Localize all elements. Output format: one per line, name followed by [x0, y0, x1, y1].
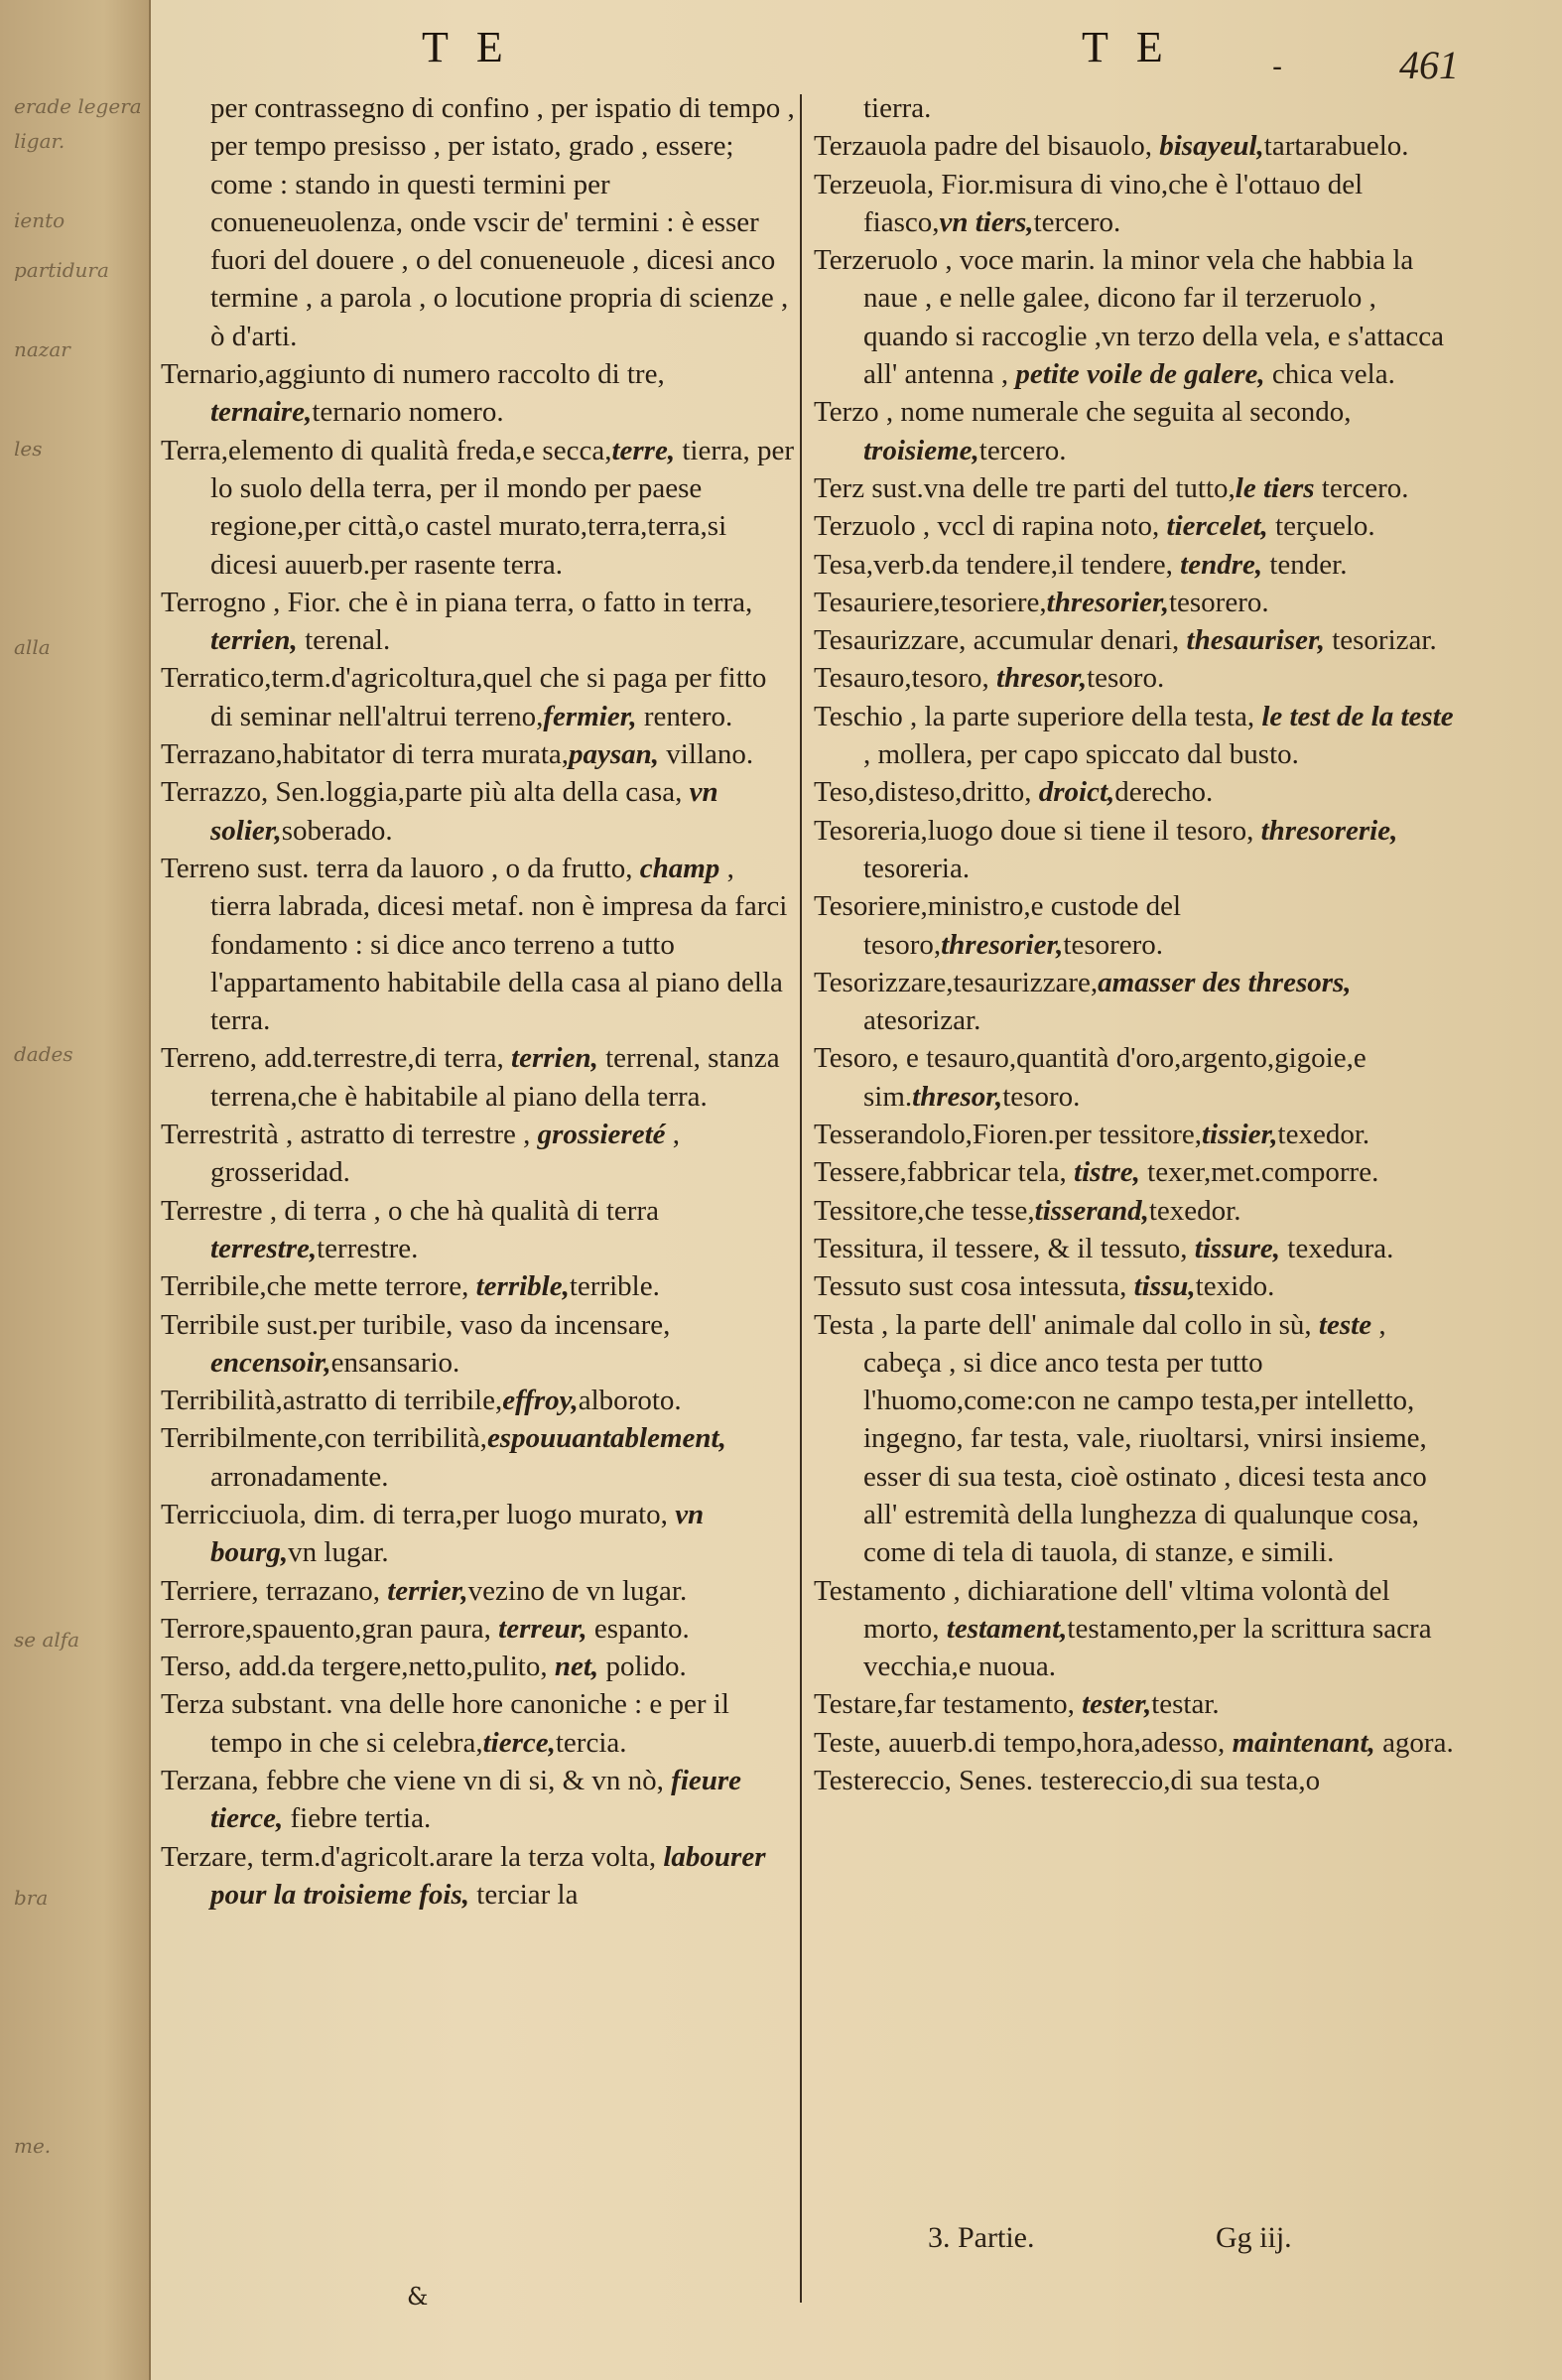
dictionary-entry	[161, 1838, 796, 1915]
dictionary-entry	[814, 507, 1464, 545]
entry-headword-text: Terrazzo, Sen.loggia,parte più alta della casa,	[161, 776, 690, 809]
entry-headword-text: Tesoro, e tesauro,quantità d'oro,argento,gigoie,e sim.	[814, 1042, 1367, 1113]
entry-text: terrenal, stanza terrena,che è habitabile al piano della terra.	[210, 1042, 780, 1113]
french-equivalent: tendre,	[1180, 548, 1263, 581]
french-equivalent: net,	[554, 1651, 599, 1683]
french-equivalent: fieure tierce,	[210, 1765, 742, 1835]
dictionary-entry	[814, 1267, 1464, 1305]
french-equivalent: droict,	[1038, 776, 1115, 809]
entry-headword-text: Tesauriere,tesoriere,	[814, 586, 1047, 618]
entry-headword-text: Terreno sust. terra da lauoro , o da frutto,	[161, 852, 640, 884]
french-equivalent: thesauriser,	[1186, 624, 1325, 657]
margin-fragment: se alfa	[14, 1628, 80, 1652]
entry-headword-text: Terribilmente,con terribilità,	[161, 1422, 487, 1455]
french-equivalent: tissure,	[1194, 1232, 1281, 1264]
dictionary-entry	[161, 735, 796, 773]
entry-headword-text: Terso, add.da tergere,netto,pulito,	[161, 1651, 555, 1683]
dictionary-entry	[814, 241, 1464, 393]
french-equivalent: espouuantablement,	[486, 1422, 726, 1455]
dictionary-entry	[814, 698, 1464, 774]
column-divider	[800, 94, 802, 2303]
dictionary-entry	[814, 1572, 1464, 1686]
margin-fragment: nazar	[14, 337, 70, 361]
entry-text: tartarabuelo.	[1263, 130, 1409, 163]
french-equivalent: champ	[639, 852, 720, 884]
entry-headword-text: Terriere, terrazano,	[161, 1574, 388, 1607]
french-equivalent: vn tiers,	[939, 205, 1034, 238]
entry-headword-text: Terza substant. vna delle hore canoniche : e per il tempo in che si celebra,	[161, 1688, 729, 1759]
entry-headword-text: Teschio , la parte superiore della testa,	[814, 700, 1262, 732]
french-equivalent: encensoir,	[210, 1346, 331, 1379]
entry-text: tercero.	[978, 434, 1067, 466]
entry-text: texedor.	[1277, 1119, 1370, 1151]
entry-headword-text: Terzuolo , vccl di rapina noto,	[814, 510, 1167, 543]
entry-text: terrestre.	[317, 1232, 419, 1264]
french-equivalent: terrestre,	[210, 1232, 318, 1264]
entry-headword-text: Tesaurizzare, accumular denari,	[814, 624, 1187, 657]
entry-headword-text: Terzo , nome numerale che seguita al secondo,	[814, 396, 1352, 429]
margin-fragment: partidura	[14, 258, 109, 282]
dictionary-entry	[814, 1762, 1464, 1799]
dictionary-entry	[814, 89, 1464, 127]
dictionary-entry	[814, 1685, 1464, 1723]
entry-text: tesorero.	[1168, 586, 1269, 618]
entry-text: vezino de vn lugar.	[467, 1574, 688, 1607]
entry-headword-text: Terrestrità , astratto di terrestre ,	[161, 1119, 538, 1151]
entry-headword-text: Terribilità,astratto di terribile,	[161, 1385, 503, 1417]
dictionary-entry	[814, 659, 1464, 697]
dictionary-entry	[161, 1116, 796, 1192]
french-equivalent: tester,	[1082, 1688, 1152, 1721]
dictionary-entry	[161, 89, 796, 355]
french-equivalent: thresorerie,	[1260, 814, 1398, 847]
entry-headword-text: Tessere,fabbricar tela,	[814, 1156, 1075, 1189]
french-equivalent: ternaire,	[210, 396, 313, 429]
french-equivalent: labourer pour la troisieme fois,	[210, 1840, 766, 1911]
entry-headword-text: Teste, auuerb.di tempo,hora,adesso,	[814, 1726, 1233, 1759]
dictionary-entry	[814, 964, 1464, 1040]
entry-headword-text: Teso,disteso,dritto,	[814, 776, 1039, 809]
dictionary-entry	[814, 584, 1464, 621]
french-equivalent: terre,	[611, 434, 676, 466]
dictionary-entry	[161, 584, 796, 660]
entry-text: vn lugar.	[288, 1536, 389, 1569]
entry-text: tesorizar.	[1324, 624, 1437, 657]
dictionary-entry	[161, 773, 796, 850]
right-column	[814, 89, 1464, 1799]
dictionary-entry	[814, 1116, 1464, 1153]
french-equivalent: tistre,	[1074, 1156, 1140, 1189]
entry-text: derecho.	[1114, 776, 1214, 809]
signature-mark: 3. Partie.	[928, 2221, 1035, 2254]
margin-fragment: iento	[14, 208, 65, 232]
header-dash: -	[1272, 50, 1283, 84]
entry-text: tesoro.	[1087, 662, 1165, 695]
entry-text: terrible.	[569, 1270, 660, 1303]
entry-text: tercero.	[1314, 471, 1409, 504]
margin-fragment: dades	[14, 1042, 73, 1066]
dictionary-entry	[814, 621, 1464, 659]
entry-headword-text: Tesauro,tesoro,	[814, 662, 996, 695]
entry-text: , mollera, per capo spiccato dal busto.	[863, 738, 1299, 771]
entry-text: arronadamente.	[210, 1460, 389, 1493]
dictionary-entry	[161, 1419, 796, 1496]
margin-fragment: bra	[14, 1886, 49, 1910]
entry-headword-text: Terrazano,habitator di terra murata,	[161, 738, 569, 771]
french-equivalent: thresor,	[912, 1080, 1003, 1113]
entry-text: tesoreria.	[863, 852, 971, 884]
french-equivalent: troisieme,	[863, 434, 979, 466]
left-column	[161, 89, 796, 1914]
entry-headword-text: Tesorizzare,tesaurizzare,	[814, 966, 1099, 998]
entry-headword-text: Tessitore,che tesse,	[814, 1194, 1035, 1227]
french-equivalent: testament,	[946, 1612, 1068, 1645]
french-equivalent: terrier,	[387, 1574, 468, 1607]
french-equivalent: tierce,	[482, 1726, 556, 1759]
entry-headword-text: Terzare, term.d'agricolt.arare la terza volta,	[161, 1840, 664, 1873]
french-equivalent: terrien,	[511, 1042, 598, 1075]
dictionary-entry	[814, 1306, 1464, 1572]
entry-headword-text: Terzeruolo , voce marin. la minor vela che habbia la naue , e nelle galee, dicono far il terzeruolo , quando si raccoglie ,vn terzo della vela, e s'attacca all' antenna ,	[814, 244, 1444, 391]
french-equivalent: maintenant,	[1232, 1726, 1375, 1759]
entry-text: tercero.	[1033, 205, 1121, 238]
entry-text: tesoro.	[1002, 1080, 1081, 1113]
dictionary-entry	[161, 659, 796, 735]
margin-fragment: erade legera	[14, 94, 142, 118]
entry-headword-text: Tesserandolo,Fioren.per tessitore,	[814, 1119, 1202, 1151]
french-equivalent: terreur,	[498, 1612, 587, 1645]
entry-headword-text: Terribile,che mette terrore,	[161, 1270, 476, 1303]
french-equivalent: tiercelet,	[1166, 510, 1268, 543]
dictionary-entry	[814, 1724, 1464, 1762]
entry-text: terçuelo.	[1267, 510, 1375, 543]
dictionary-entry	[161, 1572, 796, 1610]
entry-text: per contrassegno di confino , per ispatio di tempo , per tempo presisso , per istato, grado , essere; come : stando in questi termini per conueneuolenza, onde vscir de' termini : è esser fuori del douere , o del conueneuole , dicesi anco termine , a parola , o locutione propria di scienze , ò d'arti.	[210, 92, 795, 352]
entry-headword-text: Tesoriere,ministro,e custode del tesoro,	[814, 890, 1182, 961]
entry-text: chica vela.	[1264, 358, 1395, 391]
dictionary-entry	[161, 1192, 796, 1268]
french-equivalent: terrible,	[475, 1270, 570, 1303]
entry-headword-text: Terratico,term.d'agricoltura,quel che si paga per fitto di seminar nell'altrui terreno,	[161, 662, 767, 732]
dictionary-entry	[814, 812, 1464, 888]
dictionary-entry	[161, 1762, 796, 1838]
french-equivalent: tisserand,	[1034, 1194, 1149, 1227]
entry-headword-text: Testare,far testamento,	[814, 1688, 1083, 1721]
french-equivalent: tissu,	[1133, 1270, 1196, 1303]
entry-headword-text: Testa , la parte dell' animale dal collo in sù,	[814, 1308, 1319, 1341]
dictionary-entry	[814, 773, 1464, 811]
entry-headword-text: Ternario,aggiunto di numero raccolto di tre,	[161, 358, 665, 391]
dictionary-entry	[161, 1267, 796, 1305]
entry-text: tender.	[1262, 548, 1348, 581]
french-equivalent: vn solier,	[210, 776, 718, 847]
entry-headword-text: Tessitura, il tessere, & il tessuto,	[814, 1232, 1195, 1264]
entry-text: texedura.	[1280, 1232, 1394, 1264]
entry-text: texer,met.comporre.	[1139, 1156, 1379, 1189]
entry-headword-text: Testamento , dichiaratione dell' vltima volontà del morto,	[814, 1574, 1390, 1645]
entry-text: atesorizar.	[863, 1004, 981, 1037]
french-equivalent: effroy,	[502, 1385, 579, 1417]
entry-text: ternario nomero.	[312, 396, 504, 429]
dictionary-entry	[161, 1039, 796, 1116]
entry-text: texido.	[1195, 1270, 1275, 1303]
dictionary-entry	[814, 166, 1464, 242]
entry-text: ensansario.	[330, 1346, 460, 1379]
entry-text: , grosseridad.	[210, 1119, 681, 1189]
dictionary-entry	[814, 469, 1464, 507]
entry-text: espanto.	[586, 1612, 690, 1645]
french-equivalent: thresorier,	[941, 928, 1064, 961]
dictionary-entry	[814, 1230, 1464, 1267]
entry-text: fiebre tertia.	[283, 1802, 432, 1835]
french-equivalent: teste	[1318, 1308, 1372, 1341]
entry-headword-text: Terzeuola, Fior.misura di vino,che è l'ottauo del fiasco,	[814, 168, 1364, 238]
dictionary-entry	[814, 1153, 1464, 1191]
dictionary-entry	[814, 1192, 1464, 1230]
entry-text: testar.	[1151, 1688, 1220, 1721]
french-equivalent: thresor,	[996, 662, 1088, 695]
entry-text: agora.	[1374, 1726, 1454, 1759]
french-equivalent: thresorier,	[1046, 586, 1169, 618]
entry-headword-text: Terricciuola, dim. di terra,per luogo murato,	[161, 1498, 676, 1530]
entry-text: alboroto.	[578, 1385, 682, 1417]
dictionary-entry	[161, 1496, 796, 1572]
entry-headword-text: Terra,elemento di qualità freda,e secca,	[161, 434, 612, 466]
entry-headword-text: Terrestre , di terra , o che hà qualità di terra	[161, 1194, 659, 1227]
dictionary-entry	[161, 1306, 796, 1383]
french-equivalent: tissier,	[1201, 1119, 1278, 1151]
entry-text: terciar la	[469, 1878, 579, 1911]
entry-text: polido.	[598, 1651, 687, 1683]
facing-page-edge	[0, 0, 151, 2380]
dictionary-entry	[161, 355, 796, 432]
entry-text: tesorero.	[1063, 928, 1164, 961]
dictionary-entry	[161, 1685, 796, 1762]
entry-text: texedor.	[1148, 1194, 1241, 1227]
entry-text: , cabeça , si dice anco testa per tutto l'huomo,come:con ne campo testa,per intelletto, ingegno, far testa, vale, riuoltarsi, vnirsi insieme, esser di sua testa, cioè ostinato , dicesi testa anco all' estremità della lunghezza di qualunque cosa, come di tela di tauola, di stanze, e simili.	[863, 1308, 1427, 1569]
entry-headword-text: Terzana, febbre che viene vn di si, & vn nò,	[161, 1765, 672, 1797]
french-equivalent: le test de la teste	[1261, 700, 1454, 732]
entry-headword-text: Terrogno , Fior. che è in piana terra, o fatto in terra,	[161, 586, 753, 618]
entry-text: soberado.	[281, 814, 393, 847]
french-equivalent: paysan,	[569, 738, 660, 771]
french-equivalent: grossiereté	[537, 1119, 666, 1151]
page-number: 461	[1399, 43, 1459, 87]
dictionary-entry	[814, 546, 1464, 584]
entry-headword-text: Terreno, add.terrestre,di terra,	[161, 1042, 512, 1075]
entry-text: tercia.	[555, 1726, 627, 1759]
entry-headword-text: Terzauola padre del bisauolo,	[814, 130, 1160, 163]
entry-headword-text: Testereccio, Senes. testereccio,di sua testa,o	[814, 1765, 1321, 1797]
dictionary-entry	[814, 1039, 1464, 1116]
margin-fragment: les	[14, 437, 43, 461]
dictionary-entry	[161, 432, 796, 584]
entry-headword-text: Tesoreria,luogo doue si tiene il tesoro,	[814, 814, 1261, 847]
margin-fragment: me.	[14, 2134, 52, 2158]
margin-fragment: ligar.	[14, 129, 65, 153]
french-equivalent: le tiers	[1235, 471, 1315, 504]
dictionary-entry	[161, 850, 796, 1039]
entry-headword-text: Tesa,verb.da tendere,il tendere,	[814, 548, 1181, 581]
french-equivalent: fermier,	[543, 700, 637, 732]
entry-text: tierra, per lo suolo della terra, per il mondo per paese regione,per città,o castel murato,terra,terra,si dicesi auuerb.per rasente terra.	[210, 434, 795, 581]
dictionary-entry	[814, 393, 1464, 469]
entry-text: rentero.	[636, 700, 733, 732]
entry-text: terenal.	[297, 624, 391, 657]
french-equivalent: vn bourg,	[210, 1498, 705, 1569]
margin-fragment: alla	[14, 635, 51, 659]
french-equivalent: amasser des thresors,	[1098, 966, 1352, 998]
dictionary-entry	[814, 887, 1464, 964]
running-head-right: TE	[1082, 23, 1191, 71]
bottom-ornament: &	[407, 2283, 429, 2311]
gathering-mark: Gg iij.	[1216, 2221, 1292, 2254]
entry-text: villano.	[659, 738, 754, 771]
dictionary-entry	[161, 1610, 796, 1648]
dictionary-entry	[161, 1648, 796, 1685]
dictionary-entry	[814, 127, 1464, 165]
entry-headword-text: Terribile sust.per turibile, vaso da incensare,	[161, 1308, 671, 1341]
french-equivalent: petite voile de galere,	[1015, 358, 1265, 391]
entry-headword-text: Tessuto sust cosa intessuta,	[814, 1270, 1134, 1303]
french-equivalent: bisayeul,	[1159, 130, 1264, 163]
entry-headword-text: Terz sust.vna delle tre parti del tutto,	[814, 471, 1236, 504]
running-head-left: TE	[422, 23, 531, 71]
entry-text: tierra.	[863, 92, 932, 124]
entry-headword-text: Terrore,spauento,gran paura,	[161, 1612, 499, 1645]
french-equivalent: terrien,	[210, 624, 298, 657]
entry-text: , tierra labrada, dicesi metaf. non è impresa da farci fondamento : si dice anco terreno a tutto l'appartamento habitabile della casa al piano della terra.	[210, 852, 788, 1037]
dictionary-entry	[161, 1382, 796, 1419]
entry-text: testamento,per la scrittura sacra vecchia,e nuoua.	[863, 1612, 1432, 1683]
